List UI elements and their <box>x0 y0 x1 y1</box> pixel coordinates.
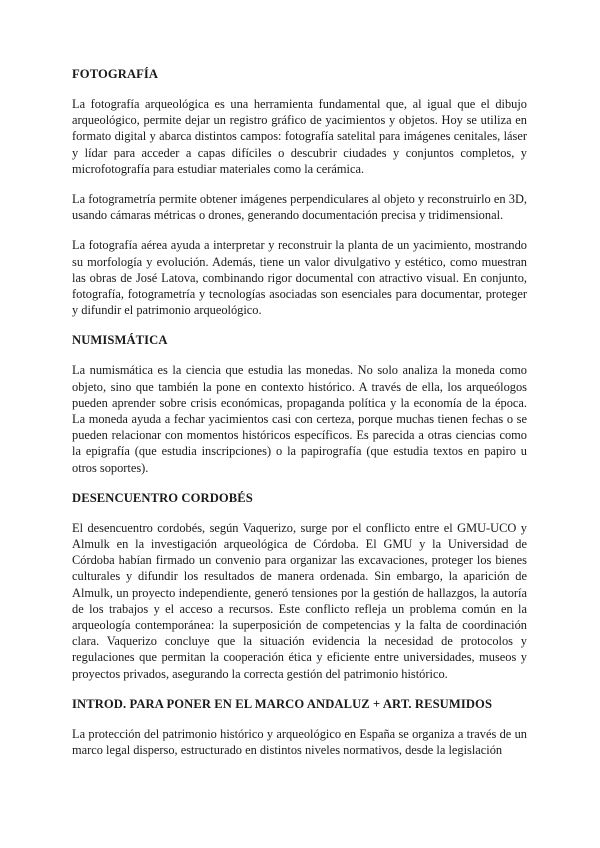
paragraph: La fotografía aérea ayuda a interpretar y reconstruir la planta de un yacimiento, mostrando su morfología y evolución. Además, tiene un valor divulgativo y estético, como muestran las obras de José Latova, combinando rigor documental con atractivo visual. En conjunto, fotografía, fotogrametría y tecnologías asociadas son esenciales para documentar, proteger y difundir el patrimonio arqueológico. <box>72 238 527 318</box>
section-heading-desencuentro-cordobes: DESENCUENTRO CORDOBÉS <box>72 490 253 505</box>
paragraph: El desencuentro cordobés, según Vaquerizo, surge por el conflicto entre el GMU-UCO y Almulk en la investigación arqueológica de Córdoba. El GMU y la Universidad de Córdoba habían firmado un convenio para organizar las excavaciones, proteger los bienes culturales y difundir los resultados de manera ordenada. Sin embargo, la aparición de Almulk, un proyecto independiente, generó tensiones por la gestión de hallazgos, la autoría de los trabajos y el acceso a recursos. Este conflicto refleja un problema común en la arqueología contemporánea: la superposición de competencias y la falta de coordinación clara. Vaquerizo concluye que la situación evidencia la necesidad de protocolos y regulaciones que permitan la cooperación ética y eficiente entre universidades, museos y proyectos privados, asegurando la correcta gestión del patrimonio histórico. <box>72 520 527 681</box>
section-heading-marco-andaluz: INTROD. PARA PONER EN EL MARCO ANDALUZ + ART. RESUMIDOS <box>72 696 493 711</box>
section-heading-fotografia: FOTOGRAFÍA <box>72 67 159 81</box>
document-page <box>72 66 527 772</box>
paragraph: La protección del patrimonio histórico y arqueológico en España se organiza a través de un marco legal disperso, estructurado en distintos niveles normativos, desde la legislación <box>72 726 527 758</box>
paragraph: La fotogrametría permite obtener imágenes perpendiculares al objeto y reconstruirlo en 3D, usando cámaras métricas o drones, generando documentación precisa y tridimensional. <box>72 192 527 223</box>
section-heading-numismatica: NUMISMÁTICA <box>72 333 168 348</box>
paragraph: La numismática es la ciencia que estudia las monedas. No solo analiza la moneda como objeto, sino que también la pone en contexto histórico. A través de ella, los arqueólogos pueden aprender sobre crisis económicas, propaganda política y la economía de la época. La moneda ayuda a fechar yacimientos casi con certeza, porque muchas tienen fechas o se pueden relacionar con momentos históricos específicos. Es parecida a otras ciencias como la epigrafía (que estudia inscripciones) o la papirografía (que estudia textos en papiro u otros soportes). <box>72 363 527 475</box>
paragraph: La fotografía arqueológica es una herramienta fundamental que, al igual que el dibujo arqueológico, permite dejar un registro gráfico de yacimientos y objetos. Hoy se utiliza en formato digital y abarca distintos campos: fotografía satelital para imágenes cenitales, láser y lídar para acceder a capas difíciles o descubrir ciudades y conjuntos completos, y microfotografía para estudiar materiales como la cerámica. <box>72 97 527 176</box>
